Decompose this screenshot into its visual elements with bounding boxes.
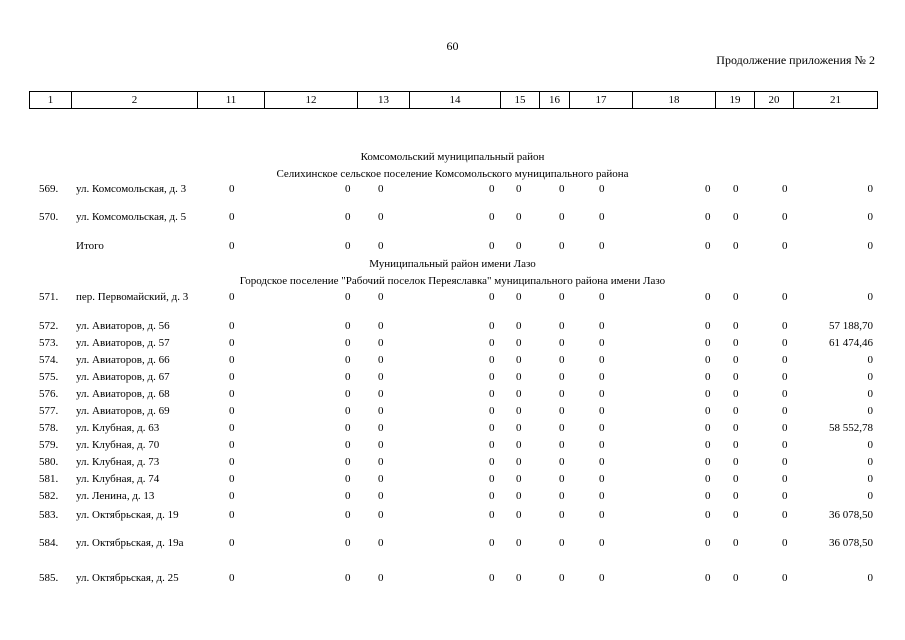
row-address: ул. Клубная, д. 70 (76, 439, 160, 451)
row-value: 0 (489, 572, 495, 584)
row-value: 0 (867, 240, 873, 252)
row-value: 0 (559, 473, 565, 485)
header-cell: 11 (198, 92, 265, 109)
row-value: 0 (782, 240, 788, 252)
row-value: 0 (345, 183, 351, 195)
row-address: ул. Комсомольская, д. 3 (76, 183, 187, 195)
row-value: 0 (733, 240, 739, 252)
row-value: 0 (489, 291, 495, 303)
row-value: 0 (489, 473, 495, 485)
continuation-label: Продолжение приложения № 2 (716, 53, 875, 67)
header-cell: 19 (716, 92, 755, 109)
row-value: 0 (599, 490, 605, 502)
row-number: 573. (39, 337, 59, 349)
row-value: 0 (705, 337, 711, 349)
row-value: 0 (378, 337, 384, 349)
row-value: 0 (733, 320, 739, 332)
row-value: 0 (705, 473, 711, 485)
row-value: 0 (378, 405, 384, 417)
row-value: 0 (559, 405, 565, 417)
row-value: 0 (867, 473, 873, 485)
row-value: 0 (345, 211, 351, 223)
row-number: 582. (39, 490, 59, 502)
row-value: 0 (489, 509, 495, 521)
row-value: 0 (705, 537, 711, 549)
row-address: ул. Авиаторов, д. 68 (76, 388, 170, 400)
row-value: 0 (345, 354, 351, 366)
row-address: ул. Авиаторов, д. 67 (76, 371, 170, 383)
row-value: 0 (599, 211, 605, 223)
header-cell: 14 (410, 92, 501, 109)
row-value: 0 (345, 388, 351, 400)
section-heading: Комсомольский муниципальный район (360, 151, 545, 163)
section-heading: Городское поселение "Рабочий поселок Переяславка" муниципального района имени Лазо (239, 275, 666, 287)
row-value: 0 (559, 354, 565, 366)
row-value: 0 (229, 490, 235, 502)
row-value: 0 (782, 388, 788, 400)
row-value: 0 (516, 291, 522, 303)
row-value: 0 (733, 473, 739, 485)
row-value: 0 (782, 405, 788, 417)
row-value: 0 (516, 456, 522, 468)
row-value: 0 (705, 456, 711, 468)
row-value: 0 (378, 291, 384, 303)
row-address: ул. Авиаторов, д. 57 (76, 337, 170, 349)
row-value: 0 (782, 371, 788, 383)
row-value: 0 (733, 183, 739, 195)
row-address: ул. Авиаторов, д. 69 (76, 405, 170, 417)
row-value: 0 (516, 354, 522, 366)
row-value: 36 078,50 (829, 509, 873, 521)
row-value: 0 (559, 211, 565, 223)
row-value: 0 (489, 371, 495, 383)
row-value: 0 (733, 456, 739, 468)
row-value: 0 (867, 371, 873, 383)
row-value: 0 (489, 422, 495, 434)
row-address: ул. Клубная, д. 73 (76, 456, 160, 468)
row-value: 0 (705, 439, 711, 451)
row-value: 0 (867, 405, 873, 417)
row-value: 0 (867, 388, 873, 400)
row-address: пер. Первомайский, д. 3 (76, 291, 189, 303)
row-value: 0 (489, 320, 495, 332)
row-value: 0 (705, 183, 711, 195)
row-value: 0 (229, 337, 235, 349)
header-cell: 16 (540, 92, 570, 109)
row-value: 0 (229, 211, 235, 223)
row-value: 0 (229, 183, 235, 195)
row-number: 584. (39, 537, 59, 549)
row-value: 0 (599, 439, 605, 451)
header-cell: 12 (265, 92, 358, 109)
row-value: 0 (489, 388, 495, 400)
row-value: 0 (733, 490, 739, 502)
row-value: 0 (782, 354, 788, 366)
row-value: 0 (516, 388, 522, 400)
header-cell: 20 (755, 92, 794, 109)
row-value: 0 (229, 354, 235, 366)
row-value: 0 (229, 291, 235, 303)
row-value: 0 (516, 240, 522, 252)
row-value: 0 (599, 320, 605, 332)
header-cell: 1 (30, 92, 72, 109)
row-value: 0 (229, 405, 235, 417)
row-value: 0 (782, 572, 788, 584)
row-value: 0 (705, 509, 711, 521)
row-value: 0 (378, 354, 384, 366)
row-value: 0 (229, 371, 235, 383)
header-cell: 21 (794, 92, 878, 109)
row-value: 0 (733, 405, 739, 417)
row-address: ул. Ленина, д. 13 (76, 490, 155, 502)
row-value: 0 (516, 490, 522, 502)
row-value: 0 (559, 320, 565, 332)
row-number: 571. (39, 291, 59, 303)
row-value: 0 (489, 537, 495, 549)
header-cell: 15 (501, 92, 540, 109)
header-cell: 17 (570, 92, 633, 109)
row-value: 0 (733, 572, 739, 584)
row-value: 0 (229, 509, 235, 521)
row-value: 0 (733, 422, 739, 434)
row-value: 0 (782, 422, 788, 434)
row-value: 0 (599, 388, 605, 400)
row-number: 580. (39, 456, 59, 468)
row-value: 0 (559, 183, 565, 195)
row-address: ул. Клубная, д. 63 (76, 422, 160, 434)
row-value: 0 (378, 473, 384, 485)
row-value: 0 (345, 509, 351, 521)
row-value: 0 (559, 240, 565, 252)
row-value: 0 (705, 371, 711, 383)
row-value: 0 (733, 537, 739, 549)
row-value: 0 (782, 211, 788, 223)
row-value: 0 (559, 439, 565, 451)
row-value: 0 (516, 537, 522, 549)
row-value: 0 (733, 388, 739, 400)
row-value: 0 (516, 337, 522, 349)
row-address: ул. Октябрьская, д. 19а (76, 537, 184, 549)
row-value: 0 (516, 439, 522, 451)
row-value: 0 (705, 490, 711, 502)
row-value: 0 (782, 509, 788, 521)
header-row (30, 92, 878, 109)
row-number: 579. (39, 439, 59, 451)
row-value: 0 (345, 572, 351, 584)
row-value: 57 188,70 (829, 320, 873, 332)
row-value: 0 (867, 291, 873, 303)
row-value: 0 (599, 405, 605, 417)
row-value: 0 (489, 490, 495, 502)
row-value: 0 (516, 509, 522, 521)
row-value: 0 (782, 537, 788, 549)
row-value: 0 (705, 405, 711, 417)
row-value: 0 (229, 320, 235, 332)
row-number: 581. (39, 473, 59, 485)
row-address: ул. Комсомольская, д. 5 (76, 211, 187, 223)
row-value: 0 (378, 211, 384, 223)
row-value: 0 (705, 291, 711, 303)
row-value: 0 (782, 456, 788, 468)
row-value: 0 (782, 183, 788, 195)
row-value: 0 (705, 388, 711, 400)
row-number: 569. (39, 183, 59, 195)
row-value: 0 (782, 473, 788, 485)
row-number: 570. (39, 211, 59, 223)
row-value: 0 (489, 211, 495, 223)
row-value: 0 (733, 291, 739, 303)
section-heading: Муниципальный район имени Лазо (369, 258, 536, 270)
row-number: 574. (39, 354, 59, 366)
row-value: 36 078,50 (829, 537, 873, 549)
row-value: 0 (345, 371, 351, 383)
row-value: 0 (378, 320, 384, 332)
row-value: 0 (229, 572, 235, 584)
row-value: 0 (489, 439, 495, 451)
row-value: 0 (378, 490, 384, 502)
row-value: 0 (345, 337, 351, 349)
row-value: 0 (489, 183, 495, 195)
row-value: 0 (867, 456, 873, 468)
row-value: 0 (782, 337, 788, 349)
header-cell: 18 (633, 92, 716, 109)
row-value: 0 (345, 490, 351, 502)
section-heading: Селихинское сельское поселение Комсомольского муниципального района (276, 168, 629, 180)
row-value: 0 (599, 572, 605, 584)
row-value: 0 (559, 337, 565, 349)
row-value: 0 (599, 337, 605, 349)
row-value: 0 (705, 320, 711, 332)
row-value: 0 (489, 240, 495, 252)
row-value: 0 (345, 240, 351, 252)
row-address: Итого (76, 240, 104, 252)
row-value: 0 (516, 473, 522, 485)
row-value: 0 (867, 572, 873, 584)
row-value: 0 (733, 439, 739, 451)
row-value: 0 (867, 439, 873, 451)
header-cell: 2 (72, 92, 198, 109)
row-value: 0 (378, 240, 384, 252)
row-value: 0 (345, 422, 351, 434)
row-number: 583. (39, 509, 59, 521)
row-value: 0 (782, 490, 788, 502)
row-value: 0 (559, 509, 565, 521)
row-value: 0 (229, 537, 235, 549)
row-value: 0 (599, 291, 605, 303)
header-cell: 13 (358, 92, 410, 109)
row-value: 0 (867, 354, 873, 366)
row-value: 0 (867, 183, 873, 195)
row-value: 0 (733, 211, 739, 223)
row-value: 0 (867, 490, 873, 502)
page-number: 60 (446, 39, 459, 53)
row-value: 0 (345, 537, 351, 549)
row-value: 0 (733, 354, 739, 366)
row-value: 0 (345, 456, 351, 468)
row-value: 0 (378, 456, 384, 468)
row-value: 0 (559, 422, 565, 434)
row-value: 0 (345, 439, 351, 451)
row-value: 0 (229, 422, 235, 434)
row-value: 0 (378, 183, 384, 195)
row-number: 578. (39, 422, 59, 434)
row-number: 577. (39, 405, 59, 417)
row-number: 572. (39, 320, 59, 332)
row-value: 0 (733, 509, 739, 521)
row-value: 0 (733, 337, 739, 349)
row-value: 0 (705, 572, 711, 584)
row-value: 0 (559, 371, 565, 383)
row-value: 0 (599, 456, 605, 468)
row-value: 0 (345, 405, 351, 417)
row-value: 0 (378, 572, 384, 584)
row-value: 0 (345, 473, 351, 485)
row-value: 58 552,78 (829, 422, 873, 434)
row-value: 0 (559, 388, 565, 400)
row-value: 0 (378, 388, 384, 400)
row-value: 61 474,46 (829, 337, 873, 349)
row-value: 0 (345, 320, 351, 332)
row-value: 0 (782, 320, 788, 332)
row-value: 0 (599, 509, 605, 521)
row-value: 0 (516, 320, 522, 332)
row-value: 0 (229, 388, 235, 400)
row-address: ул. Авиаторов, д. 56 (76, 320, 170, 332)
row-value: 0 (599, 422, 605, 434)
row-value: 0 (599, 371, 605, 383)
row-value: 0 (516, 422, 522, 434)
row-value: 0 (599, 473, 605, 485)
row-value: 0 (559, 537, 565, 549)
row-value: 0 (229, 240, 235, 252)
row-value: 0 (378, 509, 384, 521)
row-value: 0 (782, 291, 788, 303)
row-value: 0 (378, 422, 384, 434)
row-value: 0 (378, 371, 384, 383)
row-value: 0 (599, 537, 605, 549)
row-number: 585. (39, 572, 59, 584)
row-value: 0 (705, 240, 711, 252)
row-value: 0 (599, 354, 605, 366)
row-value: 0 (559, 456, 565, 468)
row-value: 0 (599, 240, 605, 252)
row-value: 0 (489, 456, 495, 468)
row-value: 0 (867, 211, 873, 223)
row-value: 0 (705, 354, 711, 366)
row-value: 0 (516, 183, 522, 195)
row-address: ул. Октябрьская, д. 25 (76, 572, 179, 584)
row-value: 0 (705, 422, 711, 434)
row-value: 0 (229, 456, 235, 468)
row-value: 0 (489, 405, 495, 417)
row-address: ул. Авиаторов, д. 66 (76, 354, 170, 366)
row-number: 575. (39, 371, 59, 383)
row-value: 0 (559, 490, 565, 502)
row-value: 0 (516, 572, 522, 584)
row-value: 0 (516, 405, 522, 417)
row-value: 0 (229, 439, 235, 451)
row-value: 0 (705, 211, 711, 223)
column-header-table (29, 91, 878, 109)
row-value: 0 (378, 537, 384, 549)
row-value: 0 (378, 439, 384, 451)
row-address: ул. Октябрьская, д. 19 (76, 509, 179, 521)
row-address: ул. Клубная, д. 74 (76, 473, 160, 485)
row-value: 0 (599, 183, 605, 195)
row-value: 0 (345, 291, 351, 303)
row-value: 0 (733, 371, 739, 383)
row-number: 576. (39, 388, 59, 400)
row-value: 0 (559, 291, 565, 303)
row-value: 0 (782, 439, 788, 451)
row-value: 0 (489, 337, 495, 349)
row-value: 0 (559, 572, 565, 584)
row-value: 0 (489, 354, 495, 366)
row-value: 0 (516, 211, 522, 223)
row-value: 0 (229, 473, 235, 485)
row-value: 0 (516, 371, 522, 383)
